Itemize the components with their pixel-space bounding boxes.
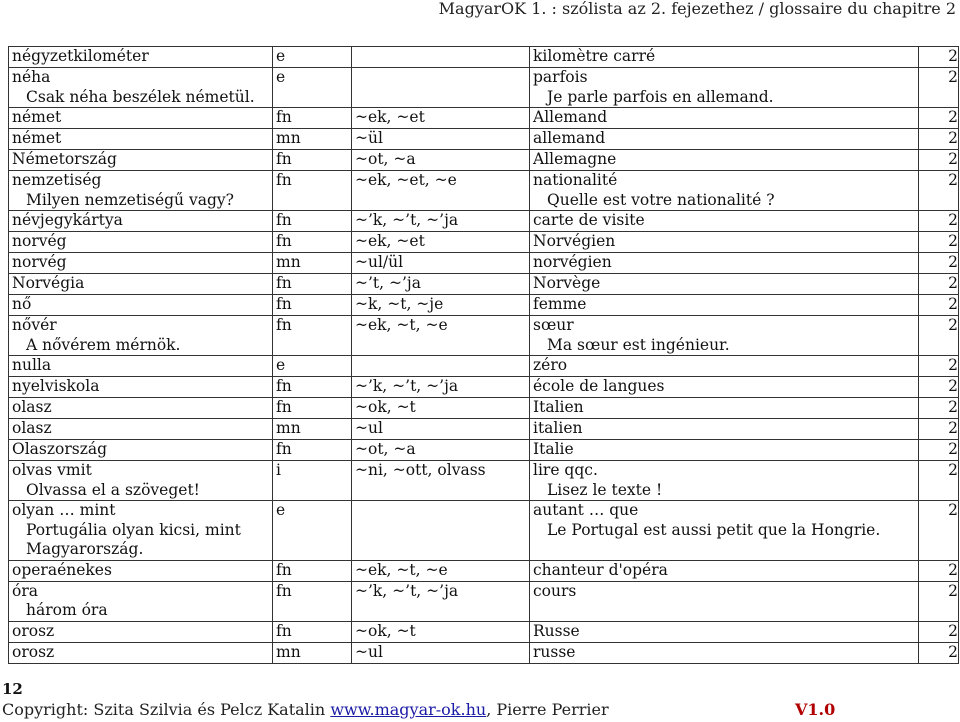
french-translation-cell bbox=[530, 440, 919, 461]
word-type-cell-text: fn bbox=[276, 108, 292, 126]
hungarian-word-cell bbox=[9, 316, 273, 356]
french-example: Lisez le texte ! bbox=[547, 480, 663, 499]
word-type-cell bbox=[273, 461, 352, 501]
chapter-number-cell bbox=[919, 47, 959, 68]
hungarian-word-cell bbox=[9, 440, 273, 461]
french-translation-cell bbox=[530, 642, 919, 663]
table-row bbox=[9, 398, 959, 419]
chapter-number-cell bbox=[919, 129, 959, 150]
table-row bbox=[9, 440, 959, 461]
french-example: Je parle parfois en allemand. bbox=[547, 87, 774, 106]
word-type-cell-text: fn bbox=[276, 398, 292, 416]
word-forms-cell-text: ~ek, ~et, ~e bbox=[355, 171, 457, 189]
french-translation-cell bbox=[530, 581, 919, 621]
word-forms-cell-text: ~ül bbox=[355, 129, 383, 147]
word-type-cell bbox=[273, 642, 352, 663]
chapter-number-cell-text: 2 bbox=[948, 171, 958, 189]
word-type-cell-text: fn bbox=[276, 560, 292, 579]
word-type-cell-text: fn bbox=[276, 581, 292, 600]
chapter-number-cell-text: 2 bbox=[948, 253, 958, 271]
table-row bbox=[9, 68, 959, 108]
vocabulary-table bbox=[8, 46, 959, 664]
word-type-cell-text: fn bbox=[276, 621, 292, 640]
hungarian-example-continued: Magyarország. bbox=[26, 540, 144, 558]
french-translation-cell bbox=[530, 419, 919, 440]
chapter-number-cell bbox=[919, 419, 959, 440]
french-translation-cell-text: femme bbox=[533, 295, 587, 313]
table-row bbox=[9, 47, 959, 68]
chapter-number-cell-text: 2 bbox=[948, 211, 958, 229]
word-type-cell-text: e bbox=[276, 47, 286, 65]
word-forms-cell bbox=[352, 560, 530, 581]
word-type-cell bbox=[273, 440, 352, 461]
hungarian-example: három óra bbox=[26, 601, 108, 619]
french-translation-cell-text: allemand bbox=[533, 129, 606, 147]
hungarian-word-cell-text: norvég bbox=[12, 232, 67, 250]
word-forms-cell bbox=[352, 253, 530, 274]
hungarian-word-cell bbox=[9, 253, 273, 274]
word-type-cell-text: fn bbox=[276, 150, 292, 168]
word-forms-cell-text: ~ot, ~a bbox=[355, 440, 416, 458]
hungarian-word-cell-text: Norvégia bbox=[12, 274, 85, 292]
french-translation-cell bbox=[530, 108, 919, 129]
word-forms-cell-text: ~ul/ül bbox=[355, 253, 404, 271]
chapter-number-cell-text: 2 bbox=[948, 108, 958, 126]
word-type-cell-text: e bbox=[276, 68, 286, 86]
hungarian-word-cell bbox=[9, 232, 273, 253]
chapter-number-cell-text: 2 bbox=[948, 398, 958, 416]
french-translation-cell-text: kilomètre carré bbox=[533, 47, 656, 65]
word-forms-cell bbox=[352, 232, 530, 253]
hungarian-word-cell-text: óra bbox=[12, 581, 38, 600]
table-row bbox=[9, 211, 959, 232]
french-translation-cell-text: carte de visite bbox=[533, 211, 645, 229]
chapter-number-cell-text: 2 bbox=[948, 377, 958, 395]
french-translation-cell-text: sœur bbox=[533, 316, 574, 334]
chapter-number-cell bbox=[919, 621, 959, 642]
hungarian-word-cell-text: norvég bbox=[12, 253, 67, 271]
word-forms-cell-text: ~ok, ~t bbox=[355, 398, 416, 416]
chapter-number-cell-text: 2 bbox=[948, 68, 958, 86]
hungarian-word-cell-text: néha bbox=[12, 68, 51, 86]
table-row bbox=[9, 461, 959, 501]
chapter-number-cell-text: 2 bbox=[948, 642, 958, 661]
word-type-cell bbox=[273, 47, 352, 68]
hungarian-word-cell-text: orosz bbox=[12, 642, 55, 661]
chapter-number-cell bbox=[919, 461, 959, 501]
hungarian-word-cell-text: négyzetkilométer bbox=[12, 47, 149, 65]
word-forms-cell-text: ~’k, ~’t, ~’ja bbox=[355, 581, 459, 600]
word-type-cell-text: mn bbox=[276, 419, 301, 437]
chapter-number-cell-text: 2 bbox=[948, 129, 958, 147]
vocabulary-table-body bbox=[9, 47, 959, 664]
chapter-number-cell-text: 2 bbox=[948, 501, 958, 519]
french-translation-cell bbox=[530, 47, 919, 68]
hungarian-example: A nővérem mérnök. bbox=[26, 335, 181, 354]
word-forms-cell bbox=[352, 440, 530, 461]
french-translation-cell-text: lire qqc. bbox=[533, 461, 598, 479]
chapter-number-cell bbox=[919, 274, 959, 295]
word-type-cell-text: e bbox=[276, 356, 286, 374]
french-translation-cell-text: école de langues bbox=[533, 377, 665, 395]
french-translation-cell bbox=[530, 377, 919, 398]
hungarian-word-cell bbox=[9, 581, 273, 621]
word-forms-cell bbox=[352, 129, 530, 150]
hungarian-word-cell bbox=[9, 642, 273, 663]
word-forms-cell bbox=[352, 171, 530, 211]
chapter-number-cell bbox=[919, 316, 959, 356]
french-translation-cell-text: Norvégien bbox=[533, 232, 616, 250]
french-example: Ma sœur est ingénieur. bbox=[547, 335, 730, 354]
hungarian-word-cell-text: nulla bbox=[12, 356, 52, 374]
word-type-cell-text: fn bbox=[276, 232, 292, 250]
table-row bbox=[9, 501, 959, 561]
word-type-cell-text: fn bbox=[276, 377, 292, 395]
hungarian-word-cell bbox=[9, 419, 273, 440]
hungarian-word-cell bbox=[9, 129, 273, 150]
table-row bbox=[9, 253, 959, 274]
word-type-cell bbox=[273, 68, 352, 108]
hungarian-word-cell-text: nemzetiség bbox=[12, 171, 102, 189]
page-number: 12 bbox=[2, 680, 23, 698]
french-translation-cell bbox=[530, 461, 919, 501]
hungarian-word-cell-text: német bbox=[12, 108, 62, 126]
word-type-cell bbox=[273, 377, 352, 398]
word-type-cell bbox=[273, 581, 352, 621]
word-forms-cell bbox=[352, 581, 530, 621]
word-forms-cell bbox=[352, 68, 530, 108]
hungarian-example: Olvassa el a szöveget! bbox=[26, 480, 200, 499]
table-row bbox=[9, 232, 959, 253]
table-row bbox=[9, 129, 959, 150]
french-translation-cell-text: autant … que bbox=[533, 501, 639, 519]
word-type-cell bbox=[273, 501, 352, 561]
table-row bbox=[9, 316, 959, 356]
french-translation-cell bbox=[530, 211, 919, 232]
chapter-number-cell bbox=[919, 171, 959, 211]
word-forms-cell-text: ~ok, ~t bbox=[355, 621, 416, 640]
word-forms-cell-text: ~’k, ~’t, ~’ja bbox=[355, 377, 459, 395]
french-translation-cell-text: italien bbox=[533, 419, 583, 437]
french-translation-cell-text: zéro bbox=[533, 356, 568, 374]
french-translation-cell bbox=[530, 356, 919, 377]
chapter-number-cell bbox=[919, 295, 959, 316]
word-forms-cell-text: ~ul bbox=[355, 419, 383, 437]
copyright-text: Copyright: Szita Szilvia és Pelcz Katalin bbox=[2, 700, 331, 719]
word-forms-cell bbox=[352, 316, 530, 356]
word-type-cell-text: mn bbox=[276, 253, 301, 271]
chapter-number-cell bbox=[919, 68, 959, 108]
word-forms-cell bbox=[352, 211, 530, 232]
word-forms-cell-text: ~ek, ~t, ~e bbox=[355, 560, 448, 579]
word-type-cell bbox=[273, 129, 352, 150]
word-forms-cell bbox=[352, 419, 530, 440]
word-type-cell-text: fn bbox=[276, 316, 292, 334]
chapter-number-cell-text: 2 bbox=[948, 356, 958, 374]
chapter-number-cell-text: 2 bbox=[948, 232, 958, 250]
french-translation-cell bbox=[530, 621, 919, 642]
chapter-number-cell-text: 2 bbox=[948, 621, 958, 640]
table-row bbox=[9, 581, 959, 621]
word-type-cell bbox=[273, 621, 352, 642]
french-translation-cell-text: Italien bbox=[533, 398, 584, 416]
chapter-number-cell bbox=[919, 581, 959, 621]
french-translation-cell bbox=[530, 274, 919, 295]
chapter-number-cell bbox=[919, 501, 959, 561]
word-type-cell bbox=[273, 356, 352, 377]
word-forms-cell bbox=[352, 295, 530, 316]
hungarian-word-cell bbox=[9, 621, 273, 642]
french-translation-cell-text: Russe bbox=[533, 621, 580, 640]
word-forms-cell bbox=[352, 377, 530, 398]
word-type-cell bbox=[273, 171, 352, 211]
table-row bbox=[9, 295, 959, 316]
word-type-cell bbox=[273, 316, 352, 356]
word-type-cell bbox=[273, 108, 352, 129]
table-row bbox=[9, 108, 959, 129]
chapter-number-cell-text: 2 bbox=[948, 419, 958, 437]
word-forms-cell-text: ~’t, ~’ja bbox=[355, 274, 421, 292]
hungarian-word-cell-text: olyan … mint bbox=[12, 501, 116, 519]
hungarian-word-cell-text: nővér bbox=[12, 316, 57, 334]
chapter-number-cell-text: 2 bbox=[948, 150, 958, 168]
chapter-number-cell-text: 2 bbox=[948, 47, 958, 65]
chapter-number-cell bbox=[919, 108, 959, 129]
word-type-cell-text: fn bbox=[276, 211, 292, 229]
hungarian-word-cell-text: Olaszország bbox=[12, 440, 108, 458]
french-translation-cell bbox=[530, 398, 919, 419]
french-translation-cell bbox=[530, 232, 919, 253]
hungarian-word-cell bbox=[9, 150, 273, 171]
french-translation-cell bbox=[530, 501, 919, 561]
word-type-cell-text: mn bbox=[276, 642, 301, 661]
word-type-cell bbox=[273, 398, 352, 419]
chapter-number-cell bbox=[919, 377, 959, 398]
table-row bbox=[9, 621, 959, 642]
hungarian-word-cell-text: névjegykártya bbox=[12, 211, 123, 229]
word-forms-cell bbox=[352, 47, 530, 68]
word-forms-cell bbox=[352, 621, 530, 642]
chapter-number-cell bbox=[919, 642, 959, 663]
table-row bbox=[9, 274, 959, 295]
french-translation-cell-text: Norvège bbox=[533, 274, 601, 292]
table-row bbox=[9, 150, 959, 171]
hungarian-word-cell bbox=[9, 274, 273, 295]
french-translation-cell-text: russe bbox=[533, 642, 576, 661]
word-type-cell bbox=[273, 253, 352, 274]
chapter-number-cell-text: 2 bbox=[948, 581, 958, 600]
chapter-number-cell bbox=[919, 356, 959, 377]
hungarian-word-cell-text: nő bbox=[12, 295, 32, 313]
hungarian-word-cell bbox=[9, 108, 273, 129]
hungarian-word-cell-text: Németország bbox=[12, 150, 117, 168]
hungarian-word-cell-text: operaénekes bbox=[12, 560, 112, 579]
word-type-cell bbox=[273, 211, 352, 232]
table-row bbox=[9, 377, 959, 398]
word-type-cell bbox=[273, 295, 352, 316]
french-translation-cell-text: Allemand bbox=[533, 108, 608, 126]
french-translation-cell-text: chanteur d'opéra bbox=[533, 560, 668, 579]
word-forms-cell bbox=[352, 501, 530, 561]
page-header-title: MagyarOK 1. : szólista az 2. fejezethez / glossaire du chapitre 2 bbox=[438, 0, 956, 18]
word-type-cell-text: fn bbox=[276, 274, 292, 292]
hungarian-word-cell bbox=[9, 398, 273, 419]
table-row bbox=[9, 171, 959, 211]
word-type-cell-text: fn bbox=[276, 171, 292, 189]
website-link[interactable]: www.magyar-ok.hu bbox=[330, 700, 487, 719]
version-label: V1.0 bbox=[795, 700, 836, 719]
hungarian-example: Csak néha beszélek németül. bbox=[26, 87, 255, 106]
word-forms-cell-text: ~ul bbox=[355, 642, 383, 661]
hungarian-word-cell bbox=[9, 560, 273, 581]
chapter-number-cell bbox=[919, 398, 959, 419]
word-forms-cell-text: ~ek, ~t, ~e bbox=[355, 316, 448, 334]
word-type-cell-text: mn bbox=[276, 129, 301, 147]
french-translation-cell bbox=[530, 129, 919, 150]
hungarian-word-cell bbox=[9, 47, 273, 68]
word-forms-cell bbox=[352, 642, 530, 663]
chapter-number-cell bbox=[919, 440, 959, 461]
word-forms-cell bbox=[352, 398, 530, 419]
chapter-number-cell-text: 2 bbox=[948, 461, 958, 479]
table-row bbox=[9, 642, 959, 663]
word-forms-cell bbox=[352, 356, 530, 377]
table-row bbox=[9, 356, 959, 377]
word-forms-cell-text: ~ot, ~a bbox=[355, 150, 416, 168]
word-forms-cell bbox=[352, 108, 530, 129]
word-type-cell-text: e bbox=[276, 501, 286, 519]
word-type-cell bbox=[273, 232, 352, 253]
chapter-number-cell bbox=[919, 560, 959, 581]
copyright-authors: , Pierre Perrier bbox=[486, 700, 609, 719]
french-translation-cell-text: Allemagne bbox=[533, 150, 617, 168]
hungarian-word-cell bbox=[9, 211, 273, 232]
chapter-number-cell-text: 2 bbox=[948, 295, 958, 313]
hungarian-word-cell-text: orosz bbox=[12, 621, 55, 640]
french-example: Quelle est votre nationalité ? bbox=[547, 190, 775, 209]
word-type-cell-text: fn bbox=[276, 295, 292, 313]
hungarian-word-cell bbox=[9, 295, 273, 316]
chapter-number-cell bbox=[919, 150, 959, 171]
chapter-number-cell-text: 2 bbox=[948, 560, 958, 579]
word-forms-cell-text: ~k, ~t, ~je bbox=[355, 295, 444, 313]
french-translation-cell bbox=[530, 171, 919, 211]
hungarian-word-cell bbox=[9, 68, 273, 108]
hungarian-word-cell bbox=[9, 171, 273, 211]
hungarian-example: Milyen nemzetiségű vagy? bbox=[26, 190, 234, 209]
french-translation-cell bbox=[530, 150, 919, 171]
chapter-number-cell bbox=[919, 253, 959, 274]
word-forms-cell-text: ~ek, ~et bbox=[355, 108, 425, 126]
word-forms-cell-text: ~’k, ~’t, ~’ja bbox=[355, 211, 459, 229]
chapter-number-cell-text: 2 bbox=[948, 316, 958, 334]
chapter-number-cell bbox=[919, 211, 959, 232]
word-type-cell bbox=[273, 150, 352, 171]
word-forms-cell-text: ~ek, ~et bbox=[355, 232, 425, 250]
table-row bbox=[9, 419, 959, 440]
chapter-number-cell bbox=[919, 232, 959, 253]
hungarian-word-cell-text: olasz bbox=[12, 419, 52, 437]
hungarian-word-cell-text: német bbox=[12, 129, 62, 147]
hungarian-word-cell-text: olvas vmit bbox=[12, 461, 92, 479]
french-example: Le Portugal est aussi petit que la Hongrie. bbox=[547, 520, 881, 539]
french-translation-cell bbox=[530, 560, 919, 581]
hungarian-word-cell-text: olasz bbox=[12, 398, 52, 416]
word-type-cell-text: i bbox=[276, 461, 281, 479]
hungarian-word-cell bbox=[9, 461, 273, 501]
hungarian-word-cell bbox=[9, 501, 273, 561]
french-translation-cell-text: nationalité bbox=[533, 171, 618, 189]
word-forms-cell bbox=[352, 461, 530, 501]
word-forms-cell bbox=[352, 150, 530, 171]
word-type-cell-text: fn bbox=[276, 440, 292, 458]
hungarian-word-cell bbox=[9, 356, 273, 377]
chapter-number-cell-text: 2 bbox=[948, 274, 958, 292]
word-type-cell bbox=[273, 274, 352, 295]
french-translation-cell bbox=[530, 295, 919, 316]
word-forms-cell-text: ~ni, ~ott, olvass bbox=[355, 461, 486, 479]
french-translation-cell-text: norvégien bbox=[533, 253, 612, 271]
word-forms-cell bbox=[352, 274, 530, 295]
table-row bbox=[9, 560, 959, 581]
french-translation-cell-text: cours bbox=[533, 581, 577, 600]
hungarian-word-cell bbox=[9, 377, 273, 398]
word-type-cell bbox=[273, 560, 352, 581]
french-translation-cell-text: parfois bbox=[533, 68, 588, 86]
french-translation-cell bbox=[530, 253, 919, 274]
chapter-number-cell-text: 2 bbox=[948, 440, 958, 458]
hungarian-word-cell-text: nyelviskola bbox=[12, 377, 100, 395]
word-type-cell bbox=[273, 419, 352, 440]
french-translation-cell bbox=[530, 316, 919, 356]
french-translation-cell-text: Italie bbox=[533, 440, 574, 458]
french-translation-cell bbox=[530, 68, 919, 108]
hungarian-example: Portugália olyan kicsi, mint bbox=[26, 520, 241, 539]
